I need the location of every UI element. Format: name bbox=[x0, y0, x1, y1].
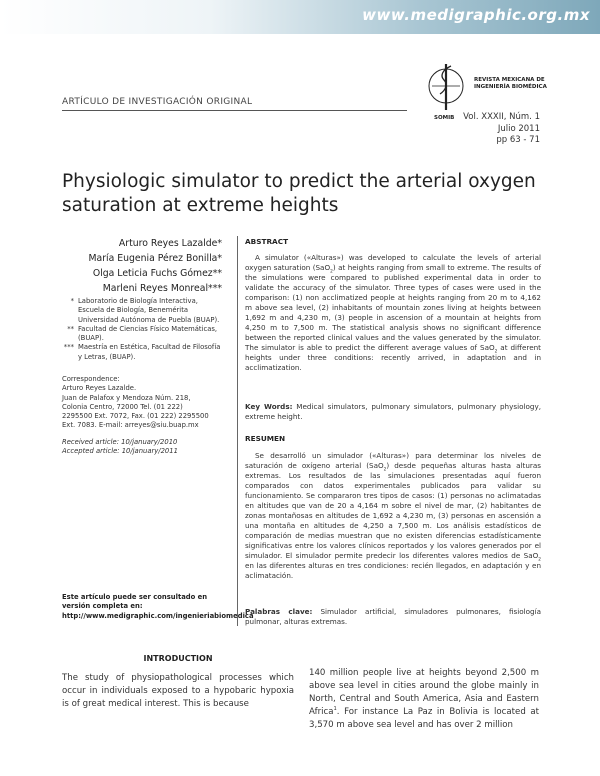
logo-label: SOMIB bbox=[434, 115, 455, 121]
resumen-text-part: ) desde pequeñas alturas hasta alturas extremas. Los resultados de las simulaciones presentadas aquí fueron comparados con datos experimentales publicados para validar su funcionamiento. Se compararon tres tipos de casos: (1) personas no aclimatadas en altitudes que van de 20 a 4,164 m sobre el nivel de mar, (2) habitantes de zonas montañosas en altitudes de 1,692 a 4,230 m, (3) personas en ascensión a una montaña en altitudes de 4,250 a 7,500 m. Los análisis estadísticos de comparación de medias muestran que no existen diferencias estadísticamente significativas entre los valores clínicos reportados y los valores generados por el simulador. El simulador permite predecir los diferentes valores medios de SaO bbox=[245, 461, 541, 560]
article-type-label: ARTÍCULO DE INVESTIGACIÓN ORIGINAL bbox=[62, 97, 253, 107]
palabras-text: Simulador artificial, simuladores pulmonares, fisiología pulmonar, alturas extremas. bbox=[245, 607, 541, 626]
intro-text-part: . For instance La Paz in Bolivia is located at 3,570 m above sea level and has over 2 million bbox=[309, 707, 539, 730]
introduction-left-column: The study of physiopathological processes which occur in individuals exposed to a hypobaric hypoxia is of great medical interest. This is because bbox=[62, 673, 294, 709]
affiliation-mark: *** bbox=[63, 343, 74, 352]
online-version-note bbox=[62, 593, 254, 621]
affiliation-text: Maestría en Estética, Facultad de Filosofía y Letras, (BUAP). bbox=[78, 343, 221, 361]
author-list bbox=[2, 236, 222, 296]
correspondence-line: Colonia Centro, 72000 Tel. (01 222) bbox=[62, 402, 183, 411]
online-note-link[interactable]: www.medigraphic.com/ingenieriabiomedica bbox=[85, 611, 254, 620]
abstract-text-part: ) at heights ranging from small to extreme. The results of the simulations were compared to published experimental data in order to validate the accuracy of the simulator. Three types of cases were used in the comparison: (1) non acclimatized people at heights ranging from 20 m to 4,162 m above sea level, (2) inhabitants of mountain zones living at heights between 1,692 m and 4,230 m, (3) people in ascension of a mountain at heights from 4,250 m to 7,500 m. The statistical analysis shows no significant difference between the reported clinical values and the values generated by the simulator. The simulator is able to predict the different average values of SaO bbox=[245, 263, 541, 352]
article-dates bbox=[62, 438, 178, 457]
site-url[interactable]: www.medigraphic.org.mx bbox=[362, 6, 590, 24]
accepted-date: Accepted article: 10/january/2011 bbox=[62, 447, 178, 456]
abstract-text bbox=[245, 253, 541, 373]
online-note-prefix: Este artículo puede ser consultado en versión completa en: http:// bbox=[62, 593, 208, 620]
affiliation-text: Laboratorio de Biología Interactiva, Escuela de Biología, Benemérita Universidad Autónoma de Puebla (BUAP). bbox=[78, 297, 220, 324]
intro-text-part: 140 million people live at heights beyond 2,500 m above sea level in cities around the globe mainly in North, Central and South America, Asia and Eastern Africa bbox=[309, 668, 539, 717]
resumen-subscript: 2 bbox=[538, 557, 541, 563]
palabras-clave bbox=[245, 607, 541, 627]
affiliation-item bbox=[62, 297, 222, 325]
keywords bbox=[245, 402, 541, 422]
author-name: María Eugenia Pérez Bonilla* bbox=[88, 253, 222, 264]
journal-name-line2: INGENIERÍA BIOMÉDICA bbox=[474, 84, 547, 90]
keywords-text: Medical simulators, pulmonary simulators, pulmonary physiology, extreme height. bbox=[245, 402, 541, 421]
abstract-text-part: at different heights under three conditions: recently arrived, in adaptation and in acclimatization. bbox=[245, 343, 541, 372]
issue-pages: pp 63 - 71 bbox=[496, 135, 540, 145]
issue-date: Julio 2011 bbox=[497, 123, 540, 134]
resumen-text-part: en las diferentes alturas en tres condiciones: recién llegados, en adaptación y en aclimatación. bbox=[245, 561, 541, 580]
received-date: Received article: 10/january/2010 bbox=[62, 438, 178, 446]
affiliation-text: Facultad de Ciencias Físico Matemáticas, (BUAP). bbox=[78, 324, 218, 343]
journal-name bbox=[474, 77, 547, 91]
affiliation-mark: * bbox=[70, 297, 74, 305]
affiliation-item bbox=[62, 325, 222, 344]
affiliation-list bbox=[62, 297, 222, 362]
resumen-subscript: 2 bbox=[383, 467, 387, 473]
author-name: Arturo Reyes Lazalde* bbox=[118, 238, 222, 249]
author-name: Olga Leticia Fuchs Gómez** bbox=[92, 268, 222, 279]
header-divider bbox=[62, 110, 407, 111]
resumen-text bbox=[245, 451, 541, 581]
correspondence-line: Arturo Reyes Lazalde. bbox=[62, 384, 137, 393]
correspondence-line: Juan de Palafox y Mendoza Núm. 218, bbox=[62, 393, 191, 402]
author-name: Marleni Reyes Monreal*** bbox=[102, 283, 222, 294]
correspondence-line: 2295500 Ext. 7072, Fax. (01 222) 2295500 bbox=[62, 412, 209, 421]
journal-name-line1: REVISTA MEXICANA DE bbox=[474, 77, 545, 83]
correspondence-block bbox=[62, 375, 232, 431]
article-title: Physiologic simulator to predict the arterial oxygen saturation at extreme heights bbox=[62, 171, 536, 216]
abstract-vertical-rule bbox=[237, 236, 238, 626]
keywords-label: Key Words: bbox=[245, 402, 293, 411]
affiliation-item bbox=[62, 343, 222, 362]
correspondence-line: Correspondence: bbox=[62, 375, 120, 383]
abstract-text-part: A simulator («Alturas») was developed to calculate the levels of arterial oxygen saturation (SaO bbox=[245, 253, 541, 272]
affiliation-mark: ** bbox=[67, 324, 74, 333]
abstract-subscript: 2 bbox=[330, 269, 333, 275]
abstract-subscript: 2 bbox=[494, 349, 498, 355]
resumen-text-part: Se desarrolló un simulador («Alturas») para determinar los niveles de saturación de oxígeno arterial (SaO bbox=[245, 451, 541, 470]
abstract-heading: ABSTRACT bbox=[245, 237, 289, 246]
citation-superscript: 1 bbox=[333, 706, 337, 713]
palabras-label: Palabras clave: bbox=[245, 607, 313, 616]
issue-volume: Vol. XXXII, Núm. 1 bbox=[463, 112, 540, 122]
issue-info bbox=[463, 112, 540, 147]
introduction-heading: INTRODUCTION bbox=[143, 654, 213, 663]
correspondence-email[interactable]: Ext. 7083. E-mail: arreyes@siu.buap.mx bbox=[62, 421, 199, 430]
resumen-heading: RESUMEN bbox=[245, 434, 286, 443]
introduction-right-column bbox=[309, 667, 539, 732]
